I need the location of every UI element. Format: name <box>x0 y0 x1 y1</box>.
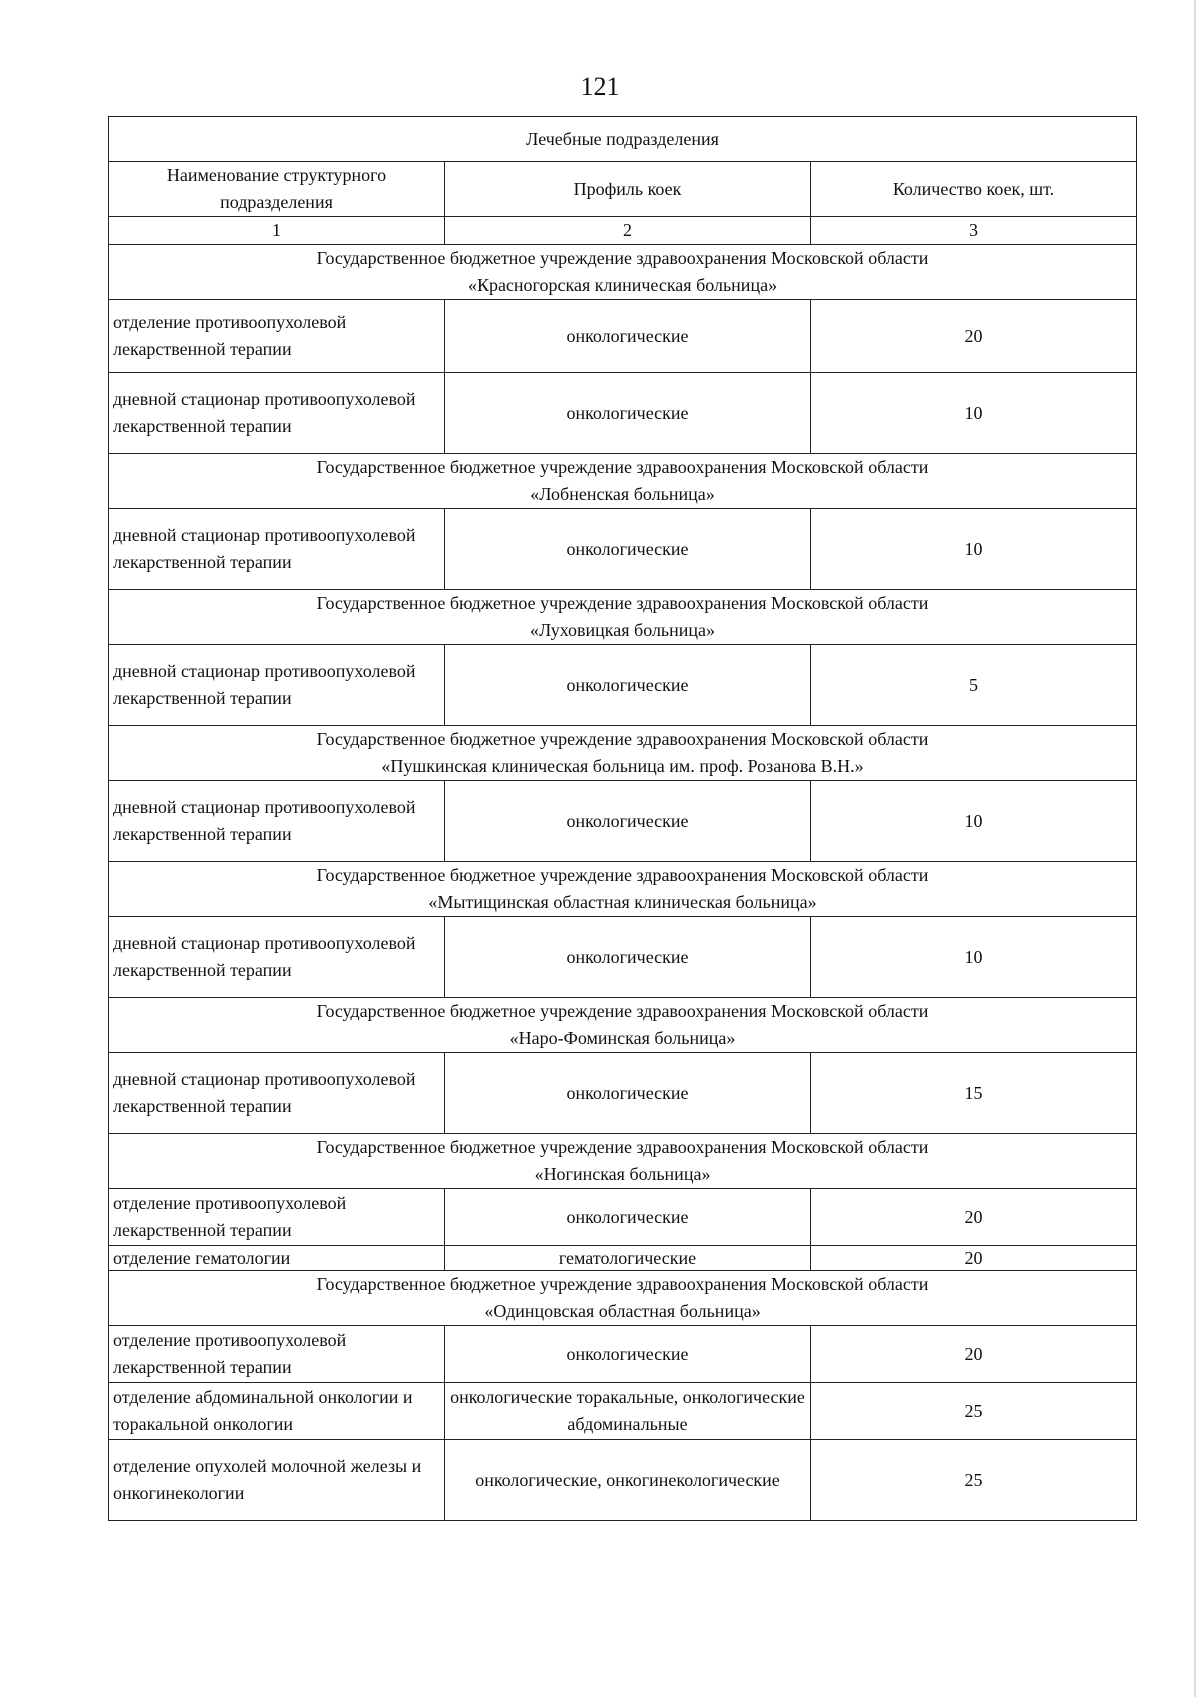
column-number: 1 <box>109 217 445 245</box>
bed-profile: онкологические <box>445 509 811 590</box>
header-count: Количество коек, шт. <box>811 162 1137 217</box>
organization-line: «Мытищинская областная клиническая больница» <box>428 892 817 912</box>
bed-profile: онкологические <box>445 300 811 373</box>
table-row <box>109 300 1137 373</box>
bed-count: 10 <box>811 509 1137 590</box>
unit-name: дневной стационар противоопухолевой лекарственной терапии <box>109 645 445 726</box>
column-number-row <box>109 217 1137 245</box>
bed-count: 20 <box>811 300 1137 373</box>
table-row <box>109 509 1137 590</box>
bed-profile: онкологические <box>445 645 811 726</box>
bed-count: 10 <box>811 781 1137 862</box>
organization-line: Государственное бюджетное учреждение здравоохранения Московской области <box>316 865 929 885</box>
bed-profile: онкологические <box>445 917 811 998</box>
unit-name: дневной стационар противоопухолевой лекарственной терапии <box>109 781 445 862</box>
table-row <box>109 645 1137 726</box>
table-row <box>109 917 1137 998</box>
bed-count: 5 <box>811 645 1137 726</box>
table-title-row <box>109 117 1137 162</box>
table-row <box>109 1189 1137 1246</box>
organization-line: Государственное бюджетное учреждение здравоохранения Московской области <box>316 1001 929 1021</box>
organization-line: Государственное бюджетное учреждение здравоохранения Московской области <box>316 729 929 749</box>
organization-name <box>109 1134 1137 1189</box>
header-profile: Профиль коек <box>445 162 811 217</box>
organization-name <box>109 245 1137 300</box>
table-row <box>109 1053 1137 1134</box>
organization-line: «Ногинская больница» <box>534 1164 711 1184</box>
table-title: Лечебные подразделения <box>109 117 1137 162</box>
header-name: Наименование структурного подразделения <box>109 162 445 217</box>
unit-name: отделение гематологии <box>109 1246 445 1271</box>
organization-name <box>109 454 1137 509</box>
table-row <box>109 373 1137 454</box>
bed-profile: онкологические <box>445 1326 811 1383</box>
organization-line: «Луховицкая больница» <box>529 620 716 640</box>
scan-edge-line <box>1194 0 1196 1697</box>
unit-name: отделение противоопухолевой лекарственной терапии <box>109 300 445 373</box>
organization-name <box>109 998 1137 1053</box>
bed-profile: онкологические <box>445 373 811 454</box>
unit-name: отделение противоопухолевой лекарственной терапии <box>109 1326 445 1383</box>
table-row <box>109 1326 1137 1383</box>
unit-name: дневной стационар противоопухолевой лекарственной терапии <box>109 373 445 454</box>
unit-name: дневной стационар противоопухолевой лекарственной терапии <box>109 1053 445 1134</box>
unit-name: дневной стационар противоопухолевой лекарственной терапии <box>109 917 445 998</box>
organization-line: «Лобненская больница» <box>530 484 715 504</box>
bed-count: 20 <box>811 1246 1137 1271</box>
bed-count: 25 <box>811 1440 1137 1521</box>
bed-count: 10 <box>811 917 1137 998</box>
bed-profile: онкологические <box>445 781 811 862</box>
bed-profile: онкологические, онкогинекологические <box>445 1440 811 1521</box>
organization-row <box>109 998 1137 1053</box>
organization-name <box>109 1271 1137 1326</box>
organization-line: Государственное бюджетное учреждение здравоохранения Московской области <box>316 1137 929 1157</box>
bed-count: 10 <box>811 373 1137 454</box>
organization-row <box>109 726 1137 781</box>
table-row <box>109 1246 1137 1271</box>
unit-name: отделение абдоминальной онкологии и торакальной онкологии <box>109 1383 445 1440</box>
organization-line: «Наро-Фоминская больница» <box>509 1028 736 1048</box>
unit-name: дневной стационар противоопухолевой лекарственной терапии <box>109 509 445 590</box>
organization-row <box>109 862 1137 917</box>
organization-line: «Красногорская клиническая больница» <box>467 275 778 295</box>
organization-line: Государственное бюджетное учреждение здравоохранения Московской области <box>316 248 929 268</box>
unit-name: отделение противоопухолевой лекарственной терапии <box>109 1189 445 1246</box>
unit-name: отделение опухолей молочной железы и онкогинекологии <box>109 1440 445 1521</box>
table-row <box>109 781 1137 862</box>
organization-name <box>109 726 1137 781</box>
bed-profile: онкологические <box>445 1053 811 1134</box>
bed-profile: гематологические <box>445 1246 811 1271</box>
organization-name <box>109 590 1137 645</box>
organization-name <box>109 862 1137 917</box>
organization-row <box>109 454 1137 509</box>
bed-profile: онкологические <box>445 1189 811 1246</box>
header-row <box>109 162 1137 217</box>
organization-line: Государственное бюджетное учреждение здравоохранения Московской области <box>316 457 929 477</box>
bed-count: 20 <box>811 1326 1137 1383</box>
beds-table <box>108 116 1137 1521</box>
organization-line: «Пушкинская клиническая больница им. проф. Розанова В.Н.» <box>381 756 864 776</box>
organization-row <box>109 590 1137 645</box>
column-number: 3 <box>811 217 1137 245</box>
table-row <box>109 1383 1137 1440</box>
organization-row <box>109 1134 1137 1189</box>
page-number: 121 <box>580 72 620 101</box>
bed-profile: онкологические торакальные, онкологические абдоминальные <box>445 1383 811 1440</box>
column-number: 2 <box>445 217 811 245</box>
organization-line: Государственное бюджетное учреждение здравоохранения Московской области <box>316 593 929 613</box>
bed-count: 20 <box>811 1189 1137 1246</box>
organization-row <box>109 245 1137 300</box>
organization-line: «Одинцовская областная больница» <box>484 1301 761 1321</box>
table-row <box>109 1440 1137 1521</box>
bed-count: 25 <box>811 1383 1137 1440</box>
organization-line: Государственное бюджетное учреждение здравоохранения Московской области <box>316 1274 929 1294</box>
bed-count: 15 <box>811 1053 1137 1134</box>
organization-row <box>109 1271 1137 1326</box>
